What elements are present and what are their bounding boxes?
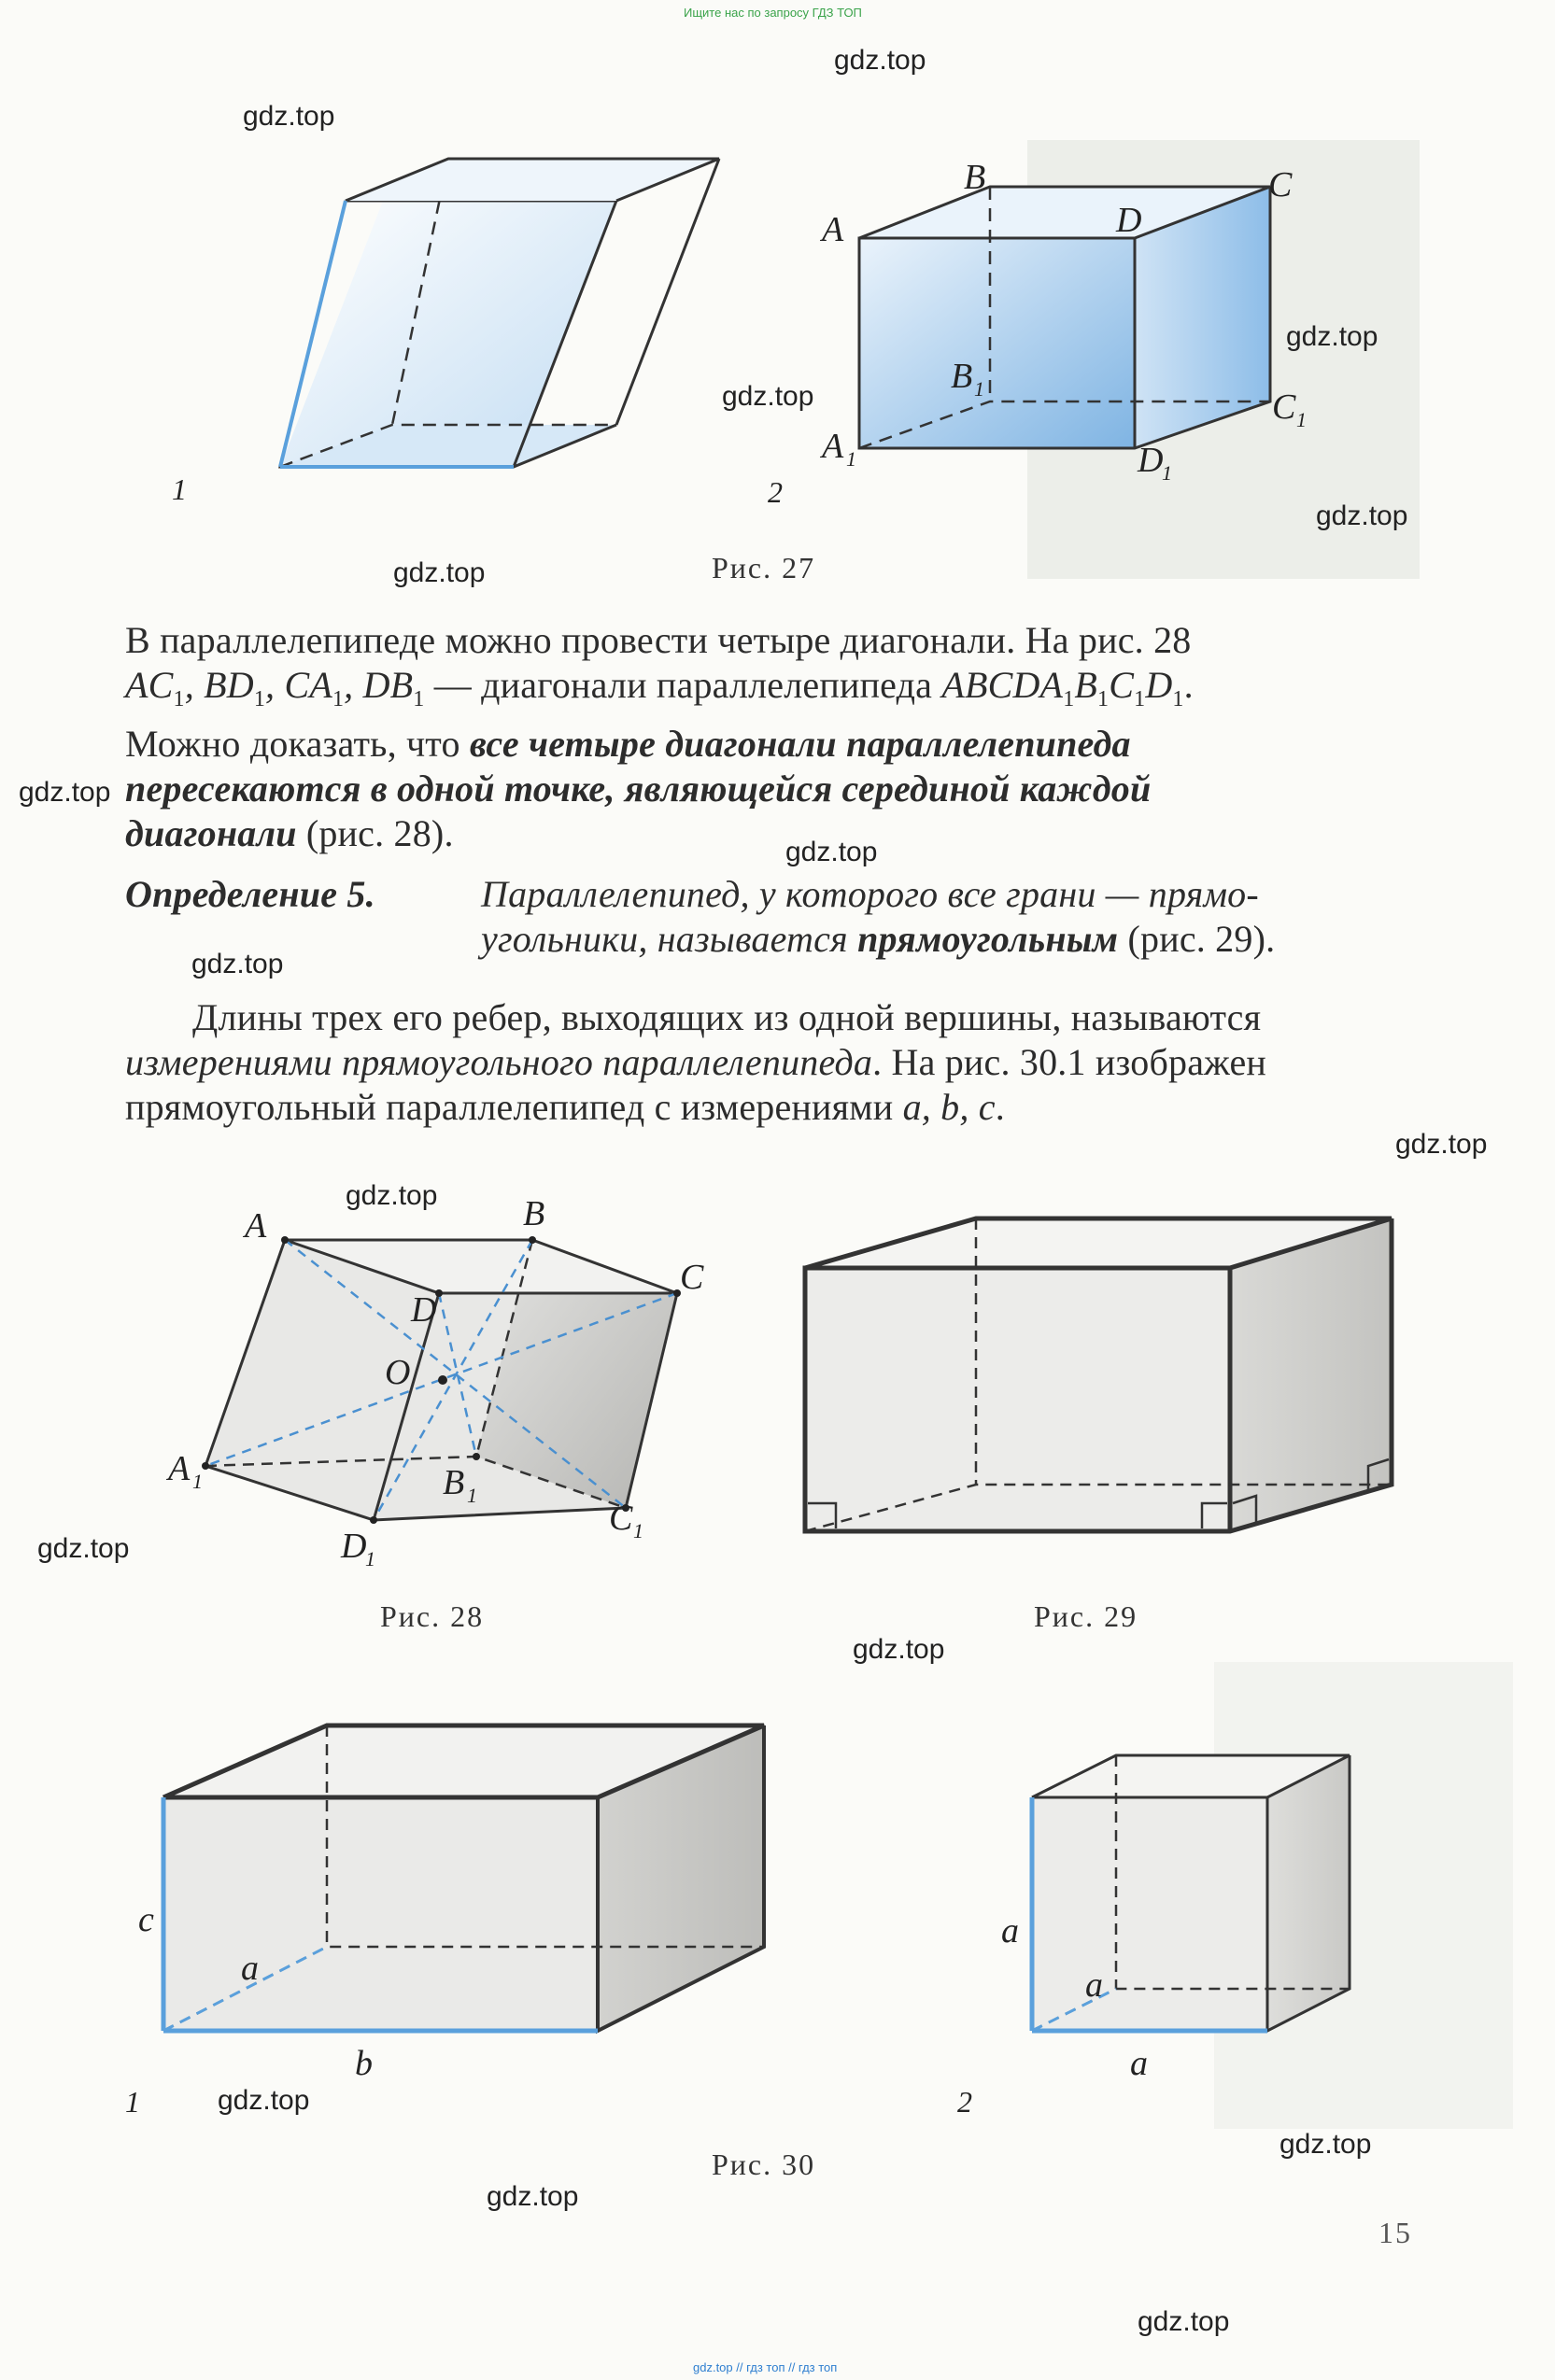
fig27-label-A: A: [822, 210, 844, 249]
fig28-label-B1-idx: 1: [467, 1484, 477, 1507]
fig27-label-D: D: [1116, 201, 1142, 240]
fig28-label-B1: B: [443, 1463, 465, 1502]
fig29-caption: Рис. 29: [1034, 1599, 1138, 1633]
watermark: gdz.top: [1316, 500, 1408, 531]
watermark: gdz.top: [487, 2181, 579, 2212]
figure-30: [112, 1709, 1420, 2129]
fig28-label-A1-idx: 1: [192, 1470, 203, 1493]
fig30-label-b: b: [355, 2044, 373, 2083]
fig30-label-a-horizontal: a: [1130, 2044, 1148, 2083]
watermark: gdz.top: [853, 1634, 945, 1665]
para1-line1: В параллелепипеде можно провести четыре диагонали. На рис. 28: [125, 619, 1192, 661]
watermark: gdz.top: [243, 101, 335, 132]
paragraph-dimensions: [125, 995, 1433, 1130]
fig28-label-A: A: [245, 1206, 267, 1246]
watermark: gdz.top: [1279, 2129, 1372, 2160]
fig28-label-B: B: [523, 1195, 545, 1233]
fig28-label-A1: A: [168, 1449, 191, 1488]
watermark: gdz.top: [37, 1533, 130, 1564]
fig28-label-D1-idx: 1: [365, 1547, 375, 1570]
para2-line3: прямоугольный параллелепипед с измерениями a, b, c.: [125, 1086, 1005, 1128]
fig28-label-D: D: [411, 1290, 437, 1330]
fig27-label-D1-idx: 1: [1162, 461, 1172, 485]
fig27-label-A1: A: [822, 427, 844, 466]
page-number: 15: [1378, 2216, 1412, 2249]
fig28-label-C1-idx: 1: [633, 1519, 643, 1542]
figure-28: [159, 1195, 738, 1587]
fig27-label-B: B: [964, 158, 986, 197]
para1-line5: диагонали (рис. 28).: [125, 812, 454, 854]
fig30-sub1: 1: [125, 2085, 140, 2119]
fig28-label-C1: C: [609, 1499, 633, 1538]
definition-label: Определение 5.: [125, 873, 375, 915]
fig27-label-C1: C: [1272, 387, 1296, 427]
watermark: gdz.top: [1395, 1129, 1488, 1160]
fig28-label-D1: D: [341, 1527, 367, 1566]
fig27-label-D1: D: [1138, 441, 1164, 480]
fig28-label-O: O: [385, 1353, 411, 1392]
fig30-label-a-depth: a: [1085, 1965, 1103, 2005]
paragraph-diagonals: [125, 618, 1433, 856]
fig27-label-B1: B: [951, 357, 973, 396]
fig27-sub2: 2: [768, 475, 783, 509]
watermark: gdz.top: [191, 949, 284, 979]
fig30-sub2: 2: [957, 2085, 972, 2119]
fig30-caption: Рис. 30: [712, 2148, 816, 2181]
watermark: gdz.top: [346, 1180, 438, 1211]
figure-29: [794, 1204, 1410, 1550]
fig30-label-a: a: [241, 1949, 259, 1988]
watermark: gdz.top: [218, 2085, 310, 2116]
fig27-label-B1-idx: 1: [974, 377, 984, 401]
para2-line2: измерениями прямоугольного параллелепипеда. На рис. 30.1 изображен: [125, 1041, 1267, 1083]
fig28-label-C: C: [680, 1258, 704, 1297]
fig27-label-C: C: [1268, 165, 1293, 204]
fig27-sub1: 1: [172, 472, 187, 506]
figure-27: [140, 140, 1354, 570]
top-banner[interactable]: Ищите нас по запросу ГДЗ ТОП: [684, 6, 862, 20]
para2-line1: Длины трех его ребер, выходящих из одной вершины, называются: [192, 996, 1262, 1038]
watermark: gdz.top: [393, 557, 486, 588]
fig27-label-C1-idx: 1: [1296, 408, 1307, 431]
bottom-banner[interactable]: gdz.top // гдз топ // гдз топ: [693, 2360, 838, 2374]
watermark: gdz.top: [722, 381, 814, 412]
para1-line4: пересекаются в одной точке, являющейся серединой каждой: [125, 768, 1152, 810]
fig27-label-A1-idx: 1: [846, 447, 856, 471]
para1-line3: Можно доказать, что все четыре диагонали параллелепипеда: [125, 723, 1131, 765]
watermark: gdz.top: [834, 45, 926, 76]
fig30-label-c: c: [138, 1900, 154, 1939]
fig30-label-a-vertical: a: [1001, 1911, 1019, 1950]
watermark: gdz.top: [19, 777, 111, 808]
watermark: gdz.top: [1286, 321, 1378, 352]
definition-line1: Параллелепипед, у которого все грани — прямо-: [481, 873, 1259, 915]
para1-line2: $AC_1$, $BD_1$, $CA_1$, $DB_1$ — диагонали параллелепипеда $ABCDA_1B_1C_1D_1$.: [125, 664, 1194, 711]
definition-line2: угольники, называется прямоугольным (рис. 29).: [481, 918, 1276, 960]
watermark: gdz.top: [785, 837, 878, 867]
fig28-caption: Рис. 28: [380, 1599, 485, 1633]
watermark: gdz.top: [1138, 2306, 1230, 2337]
fig27-caption: Рис. 27: [712, 551, 816, 584]
definition-text: [481, 872, 1434, 962]
